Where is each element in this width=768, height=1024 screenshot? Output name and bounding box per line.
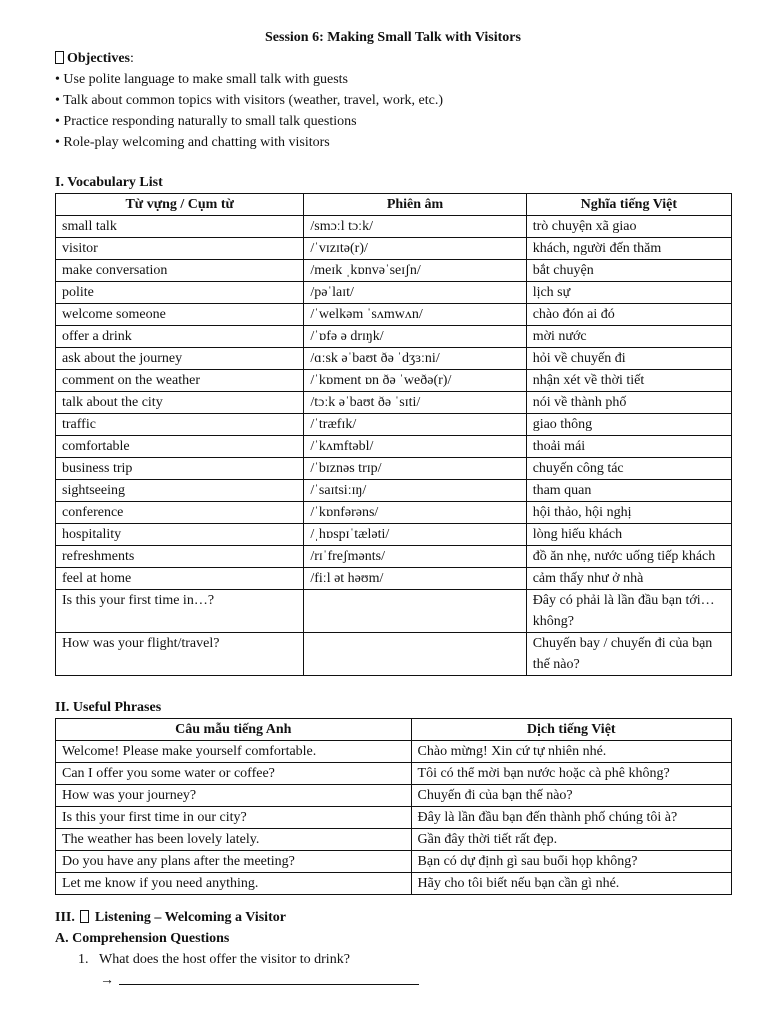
table-cell: make conversation [56, 260, 304, 282]
table-cell: lịch sự [526, 282, 731, 304]
question-item [78, 949, 350, 970]
table-cell: đồ ăn nhẹ, nước uống tiếp khách [526, 546, 731, 568]
table-cell: chào đón ai đó [526, 304, 731, 326]
table-cell [304, 590, 526, 633]
table-cell: /fiːl ət həʊm/ [304, 568, 526, 590]
table-cell: polite [56, 282, 304, 304]
table-cell: feel at home [56, 568, 304, 590]
table-cell: small talk [56, 216, 304, 238]
table-cell: offer a drink [56, 326, 304, 348]
phrases-table [55, 718, 732, 895]
table-row [56, 436, 732, 458]
table-row [56, 829, 732, 851]
table-cell: tham quan [526, 480, 731, 502]
table-row [56, 633, 732, 676]
table-cell: /smɔːl tɔːk/ [304, 216, 526, 238]
table-row [56, 238, 732, 260]
table-row [56, 568, 732, 590]
table-row [56, 480, 732, 502]
table-cell: visitor [56, 238, 304, 260]
table-cell: Gần đây thời tiết rất đẹp. [411, 829, 731, 851]
vocab-table [55, 193, 732, 676]
vocab-section-title: I. Vocabulary List [55, 175, 163, 190]
table-cell: traffic [56, 414, 304, 436]
table-row [56, 282, 732, 304]
table-cell: Can I offer you some water or coffee? [56, 763, 412, 785]
comprehension-subtitle: A. Comprehension Questions [55, 931, 230, 946]
phrases-section-title: II. Useful Phrases [55, 700, 162, 715]
table-cell: Chào mừng! Xin cứ tự nhiên nhé. [411, 741, 731, 763]
table-cell: Do you have any plans after the meeting? [56, 851, 412, 873]
table-row [56, 326, 732, 348]
column-header: Câu mẫu tiếng Anh [56, 719, 412, 741]
objective-item: • Talk about common topics with visitors (weather, travel, work, etc.) [55, 93, 444, 108]
table-row [56, 414, 732, 436]
column-header: Phiên âm [304, 194, 526, 216]
table-row [56, 590, 732, 633]
table-cell: Đây có phải là lần đầu bạn tới… không? [526, 590, 731, 633]
table-cell: The weather has been lovely lately. [56, 829, 412, 851]
column-header: Dịch tiếng Việt [411, 719, 731, 741]
objective-item: • Role-play welcoming and chatting with visitors [55, 135, 330, 150]
table-cell: /ˈɒfə ə drɪŋk/ [304, 326, 526, 348]
table-cell: welcome someone [56, 304, 304, 326]
table-cell: Bạn có dự định gì sau buổi họp không? [411, 851, 731, 873]
table-cell: thoải mái [526, 436, 731, 458]
table-row [56, 260, 732, 282]
table-cell: Chuyến bay / chuyến đi của bạn thế nào? [526, 633, 731, 676]
table-row [56, 807, 732, 829]
table-cell: /pəˈlaɪt/ [304, 282, 526, 304]
checkbox-icon [55, 51, 64, 64]
table-row [56, 546, 732, 568]
table-header-row [56, 194, 732, 216]
listening-section-title: III. Listening – Welcoming a Visitor [55, 910, 286, 925]
table-cell: trò chuyện xã giao [526, 216, 731, 238]
table-cell: nhận xét về thời tiết [526, 370, 731, 392]
table-cell: Chuyến đi của bạn thế nào? [411, 785, 731, 807]
table-cell: chuyến công tác [526, 458, 731, 480]
table-cell: giao thông [526, 414, 731, 436]
table-row [56, 741, 732, 763]
question-text: What does the host offer the visitor to drink? [99, 952, 350, 967]
table-cell: mời nước [526, 326, 731, 348]
table-cell: ask about the journey [56, 348, 304, 370]
table-cell: /ˈsaɪtsiːɪŋ/ [304, 480, 526, 502]
table-cell: /ˈtræfɪk/ [304, 414, 526, 436]
table-cell: cảm thấy như ở nhà [526, 568, 731, 590]
table-cell: bắt chuyện [526, 260, 731, 282]
table-row [56, 458, 732, 480]
table-cell: /tɔːk əˈbaʊt ðə ˈsɪti/ [304, 392, 526, 414]
table-row [56, 763, 732, 785]
objective-item: • Practice responding naturally to small talk questions [55, 114, 357, 129]
table-cell: /ˈvɪzɪtə(r)/ [304, 238, 526, 260]
table-cell: /ˈbɪznəs trɪp/ [304, 458, 526, 480]
table-cell: khách, người đến thăm [526, 238, 731, 260]
table-cell [304, 633, 526, 676]
table-cell: Welcome! Please make yourself comfortable. [56, 741, 412, 763]
table-cell: refreshments [56, 546, 304, 568]
table-cell: talk about the city [56, 392, 304, 414]
table-row [56, 370, 732, 392]
table-cell: nói về thành phố [526, 392, 731, 414]
table-row [56, 851, 732, 873]
table-cell: Đây là lần đầu bạn đến thành phố chúng tôi à? [411, 807, 731, 829]
table-cell: Is this your first time in our city? [56, 807, 412, 829]
table-cell: Hãy cho tôi biết nếu bạn cần gì nhé. [411, 873, 731, 895]
table-cell: hội thảo, hội nghị [526, 502, 731, 524]
table-cell: conference [56, 502, 304, 524]
page-title: Session 6: Making Small Talk with Visitors [265, 30, 521, 45]
table-cell: business trip [56, 458, 304, 480]
table-row [56, 304, 732, 326]
table-row [56, 348, 732, 370]
headphones-icon [80, 910, 89, 923]
table-cell: Let me know if you need anything. [56, 873, 412, 895]
objectives-heading: Objectives: [55, 48, 735, 69]
table-row [56, 524, 732, 546]
table-cell: /ˈkʌmftəbl/ [304, 436, 526, 458]
table-cell: comfortable [56, 436, 304, 458]
table-cell: /ˈkɒment ɒn ðə ˈweðə(r)/ [304, 370, 526, 392]
arrow-icon: → [100, 973, 114, 988]
table-cell: /meɪk ˌkɒnvəˈseɪʃn/ [304, 260, 526, 282]
table-cell: hospitality [56, 524, 304, 546]
table-cell: /rɪˈfreʃmənts/ [304, 546, 526, 568]
column-header: Nghĩa tiếng Việt [526, 194, 731, 216]
table-cell: lòng hiếu khách [526, 524, 731, 546]
table-cell: How was your journey? [56, 785, 412, 807]
table-cell: /ɑːsk əˈbaʊt ðə ˈdʒɜːni/ [304, 348, 526, 370]
objectives-block [55, 48, 735, 153]
table-row [56, 216, 732, 238]
table-row [56, 502, 732, 524]
table-cell: /ˌhɒspɪˈtæləti/ [304, 524, 526, 546]
table-cell: /ˈkɒnfərəns/ [304, 502, 526, 524]
table-cell: hỏi về chuyến đi [526, 348, 731, 370]
table-header-row [56, 719, 732, 741]
column-header: Từ vựng / Cụm từ [56, 194, 304, 216]
table-cell: Is this your first time in…? [56, 590, 304, 633]
table-cell: comment on the weather [56, 370, 304, 392]
table-cell: Tôi có thể mời bạn nước hoặc cà phê không? [411, 763, 731, 785]
question-number: 1. [78, 952, 89, 967]
answer-line [100, 970, 419, 991]
objective-item: • Use polite language to make small talk with guests [55, 72, 349, 87]
table-cell: How was your flight/travel? [56, 633, 304, 676]
answer-blank[interactable] [119, 970, 419, 985]
table-row [56, 785, 732, 807]
table-row [56, 873, 732, 895]
table-cell: /ˈwelkəm ˈsʌmwʌn/ [304, 304, 526, 326]
table-cell: sightseeing [56, 480, 304, 502]
table-row [56, 392, 732, 414]
